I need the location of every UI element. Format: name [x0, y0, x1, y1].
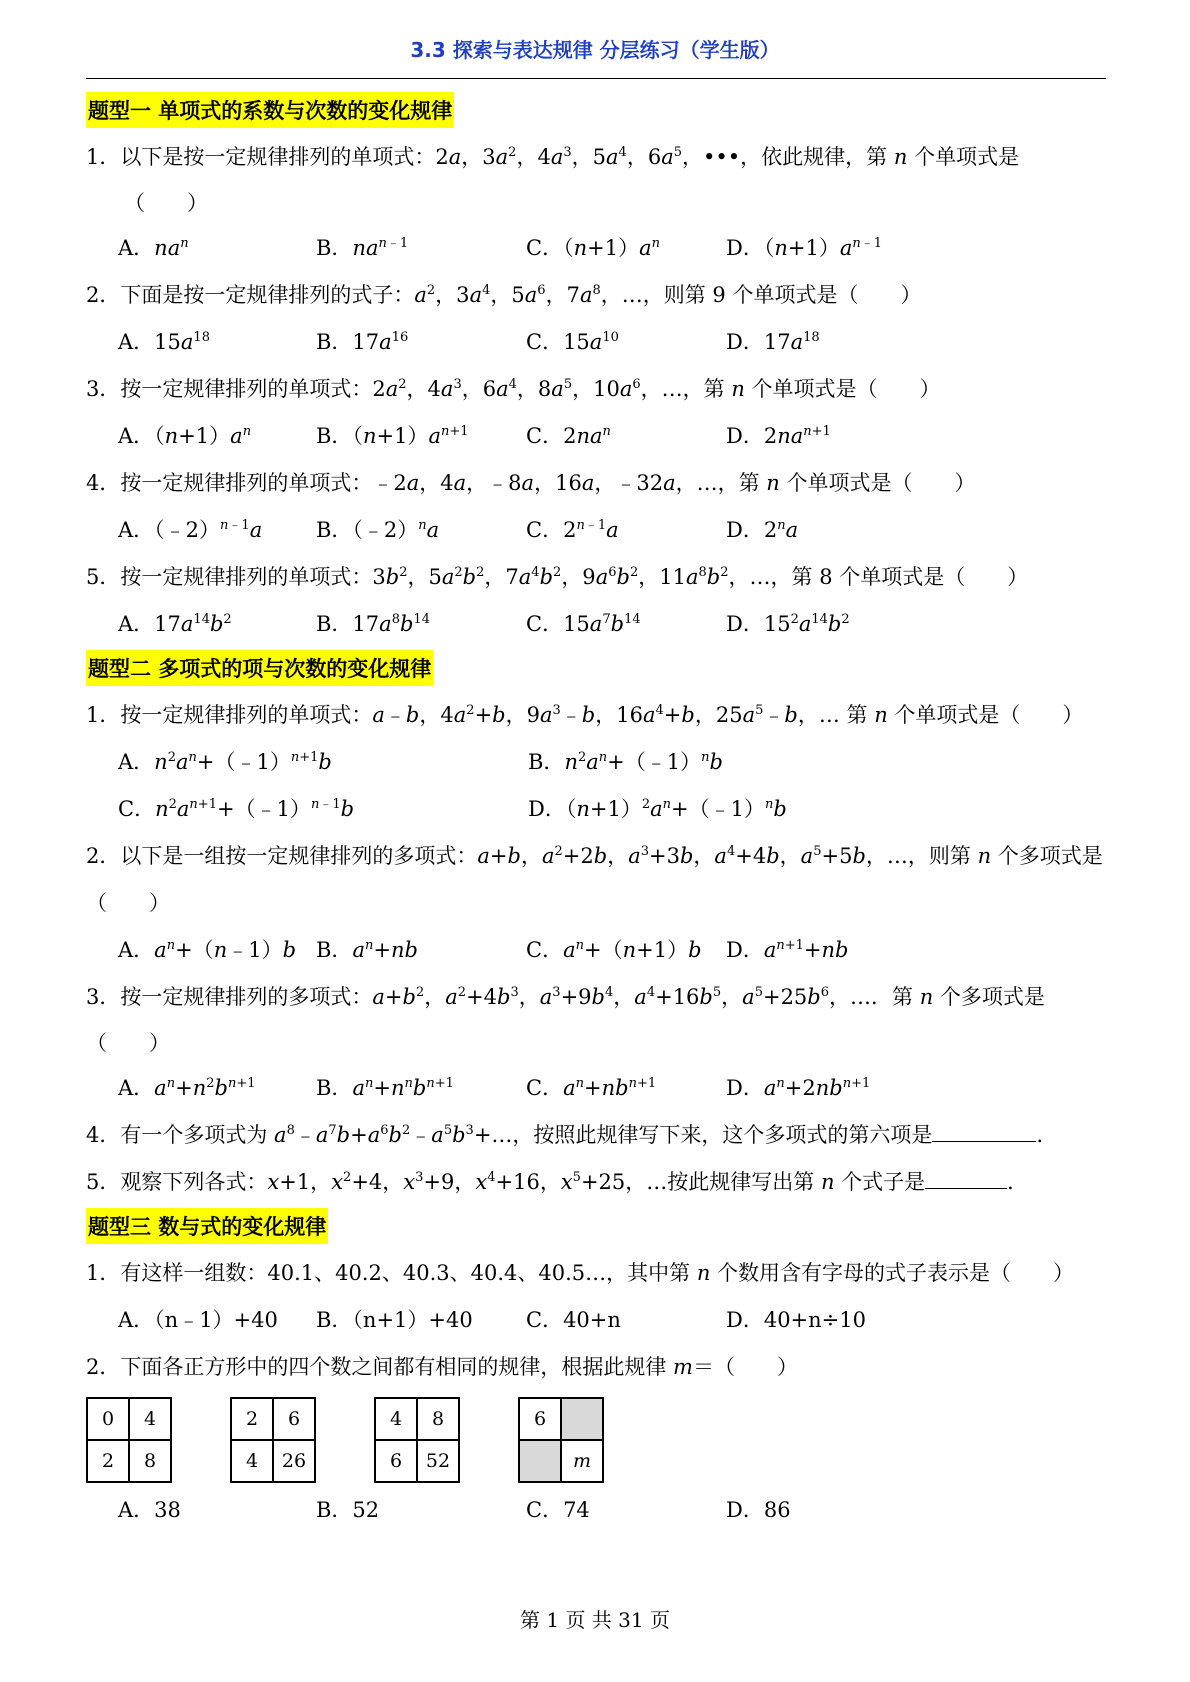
- page-footer: 第 1 页 共 31 页: [520, 1608, 670, 1632]
- question-1-2: 2．下面是按一定规律排列的式子：$a^2$，$3a^4$，$5a^6$，$7a^8$，…，则第 9 个单项式是（ ）: [86, 283, 922, 307]
- option-a: A．（﹣2）$^{n﹣1}$a: [118, 518, 263, 542]
- grid-cell: 52: [417, 1440, 459, 1482]
- grid-cell-unknown: m: [561, 1440, 603, 1482]
- option-b: B．$na^{n﹣1}$: [316, 236, 409, 260]
- question-1-5: 5．按一定规律排列的单项式：$3b^2$，$5a^2b^2$，$7a^4b^2$，$9a^6b^2$，$11a^8b^2$，…，第 8 个单项式是（ ）: [86, 565, 1029, 589]
- option-a: A．$a^n+(n﹣1)b$: [118, 938, 297, 962]
- options-2-3: [86, 1065, 1106, 1112]
- option-b: B．$(n+1)a^{n+1}$: [316, 424, 469, 448]
- option-a: A．（n﹣1）+40: [118, 1308, 278, 1332]
- options-1-5: [86, 601, 1106, 648]
- question-1-3: 3．按一定规律排列的单项式：$2a^2$，$4a^3$，$6a^4$，$8a^5$，$10a^6$，…，第 n 个单项式是（ ）: [86, 377, 941, 401]
- grid-cell: 4: [375, 1398, 417, 1440]
- grid-cell-shaded: [519, 1440, 561, 1482]
- option-d: D．$a^{n+1}+nb$: [726, 938, 849, 962]
- options-1-2: [86, 319, 1106, 366]
- option-b: B．$17a^8b^{14}$: [316, 612, 430, 636]
- grid-cell: 0: [87, 1398, 129, 1440]
- question-2-2: 2．以下是一组按一定规律排列的多项式：a+b，$a^2+2b$，$a^3+3b$，$a^4+4b$，$a^5+5b$，…，则第 n 个多项式是（ ）: [86, 844, 1103, 915]
- option-b: B．（﹣2）$^n$a: [316, 518, 440, 542]
- question-1-1: 1．以下是按一定规律排列的单项式：2a，$3a^2$，$4a^3$，$5a^4$，$6a^5$，•••，依此规律，第 n 个单项式是: [86, 145, 1020, 169]
- options-3-2: [86, 1487, 1106, 1534]
- page-content: [86, 90, 1106, 1534]
- option-d: D．86: [726, 1498, 791, 1522]
- header-rule: [86, 78, 1106, 79]
- options-1-1: [86, 225, 1106, 272]
- option-d: D．2$^n$a: [726, 518, 799, 542]
- option-c: C．$2na^n$: [526, 424, 611, 448]
- options-2-2: [86, 927, 1106, 974]
- option-c: C．$n^2a^{n+1}+(﹣1)^{n﹣1}b$: [118, 797, 355, 821]
- square-grids: [86, 1397, 1106, 1483]
- option-c: C．74: [526, 1498, 590, 1522]
- grid-cell: 2: [87, 1440, 129, 1482]
- section-heading-1: 题型一 单项式的系数与次数的变化规律: [86, 92, 454, 128]
- option-d: D．$a^n+2nb^{n+1}$: [726, 1076, 871, 1100]
- option-d: D．$15^2a^{14}b^2$: [726, 612, 850, 636]
- option-a: A．$(n+1)a^n$: [118, 424, 252, 448]
- grid-cell: 4: [129, 1398, 171, 1440]
- number-square-4: [518, 1397, 604, 1483]
- option-c: C．$15a^7b^{14}$: [526, 612, 641, 636]
- section-heading-2: 题型二 多项式的项与次数的变化规律: [86, 650, 433, 686]
- option-b: B．$a^n+nb$: [316, 938, 418, 962]
- question-2-3: 3．按一定规律排列的多项式：$a+b^2$，$a^2+4b^3$，$a^3+9b^4$，$a^4+16b^5$，$a^5+25b^6$，…．第 n 个多项式是: [86, 985, 1045, 1009]
- option-a: A．$17a^{14}b^2$: [118, 612, 232, 636]
- question-1-4: 4．按一定规律排列的单项式：﹣2a，4a，﹣8a，16a，﹣32a，…，第 n 个单项式是（ ）: [86, 471, 976, 495]
- option-b: B．（n+1）+40: [316, 1308, 473, 1332]
- option-a: A．$a^n+n^2b^{n+1}$: [118, 1076, 256, 1100]
- option-a: A．$n^2a^n+(﹣1)^{n+1}b$: [118, 750, 332, 774]
- grid-cell: 2: [231, 1398, 273, 1440]
- number-square-3: [374, 1397, 460, 1483]
- option-c: C．$a^n+nb^{n+1}$: [526, 1076, 657, 1100]
- options-1-3: [86, 413, 1106, 460]
- grid-cell: 4: [231, 1440, 273, 1482]
- option-c: C．$2^{n﹣1}a$: [526, 518, 619, 542]
- option-c: C．$a^n+(n+1)b$: [526, 938, 702, 962]
- option-d: D．$17a^{18}$: [726, 330, 820, 354]
- option-a: A．$na^n$: [118, 236, 189, 260]
- option-a: A．38: [118, 1498, 181, 1522]
- option-a: A．$15a^{18}$: [118, 330, 210, 354]
- option-c: C．40+n: [526, 1308, 621, 1332]
- option-d: D．$(n+1)a^{n﹣1}$: [726, 236, 883, 260]
- grid-cell-shaded: [561, 1398, 603, 1440]
- grid-cell: 26: [273, 1440, 315, 1482]
- options-3-1: [86, 1297, 1106, 1344]
- options-2-1-row2: [86, 786, 1106, 833]
- option-b: B．$n^2a^n+(﹣1)^nb$: [528, 750, 723, 774]
- grid-cell: 6: [519, 1398, 561, 1440]
- question-3-2: 2．下面各正方形中的四个数之间都有相同的规律，根据此规律 m＝（ ）: [86, 1355, 798, 1379]
- grid-cell: 8: [129, 1440, 171, 1482]
- options-2-1-row1: [86, 739, 1106, 786]
- option-c: C．$(n+1)a^n$: [526, 236, 660, 260]
- question-3-1: 1．有这样一组数：40.1、40.2、40.3、40.4、40.5…，其中第 n 个数用含有字母的式子表示是（ ）: [86, 1261, 1075, 1285]
- answer-paren: （ ）: [124, 191, 208, 215]
- option-b: B．52: [316, 1498, 380, 1522]
- option-c: C．$15a^{10}$: [526, 330, 619, 354]
- answer-blank[interactable]: [925, 1166, 1007, 1189]
- grid-cell: 6: [375, 1440, 417, 1482]
- grid-cell: 8: [417, 1398, 459, 1440]
- document-title: 3.3 探索与表达规律 分层练习（学生版）: [410, 38, 780, 62]
- number-square-1: [86, 1397, 172, 1483]
- option-b: B．$a^n+n^nb^{n+1}$: [316, 1076, 454, 1100]
- option-b: B．$17a^{16}$: [316, 330, 409, 354]
- question-2-4: 4．有一个多项式为 $a^8﹣a^7b+a^6b^2﹣a^5b^3+\dots$，按照此规律写下来，这个多项式的第六项是 ．: [86, 1112, 1106, 1159]
- options-1-4: [86, 507, 1106, 554]
- question-2-5: 5．观察下列各式：x+1，$x^2+4$，$x^3+9$，$x^4+16$，$x^5+25$，…按此规律写出第 n 个式子是 ．: [86, 1159, 1106, 1206]
- grid-cell: 6: [273, 1398, 315, 1440]
- question-2-1: 1．按一定规律排列的单项式：a﹣b，$4a^2+b$，$9a^3﹣b$，$16a^4+b$，$25a^5﹣b$，… 第 n 个单项式是（ ）: [86, 703, 1084, 727]
- number-square-2: [230, 1397, 316, 1483]
- option-d: D．$2na^{n+1}$: [726, 424, 831, 448]
- option-d: D．$(n+1)^2a^n+(﹣1)^nb$: [528, 797, 787, 821]
- answer-blank[interactable]: [932, 1119, 1036, 1142]
- section-heading-3: 题型三 数与式的变化规律: [86, 1208, 328, 1244]
- answer-paren: （ ）: [86, 1031, 170, 1055]
- option-d: D．40+n÷10: [726, 1308, 866, 1332]
